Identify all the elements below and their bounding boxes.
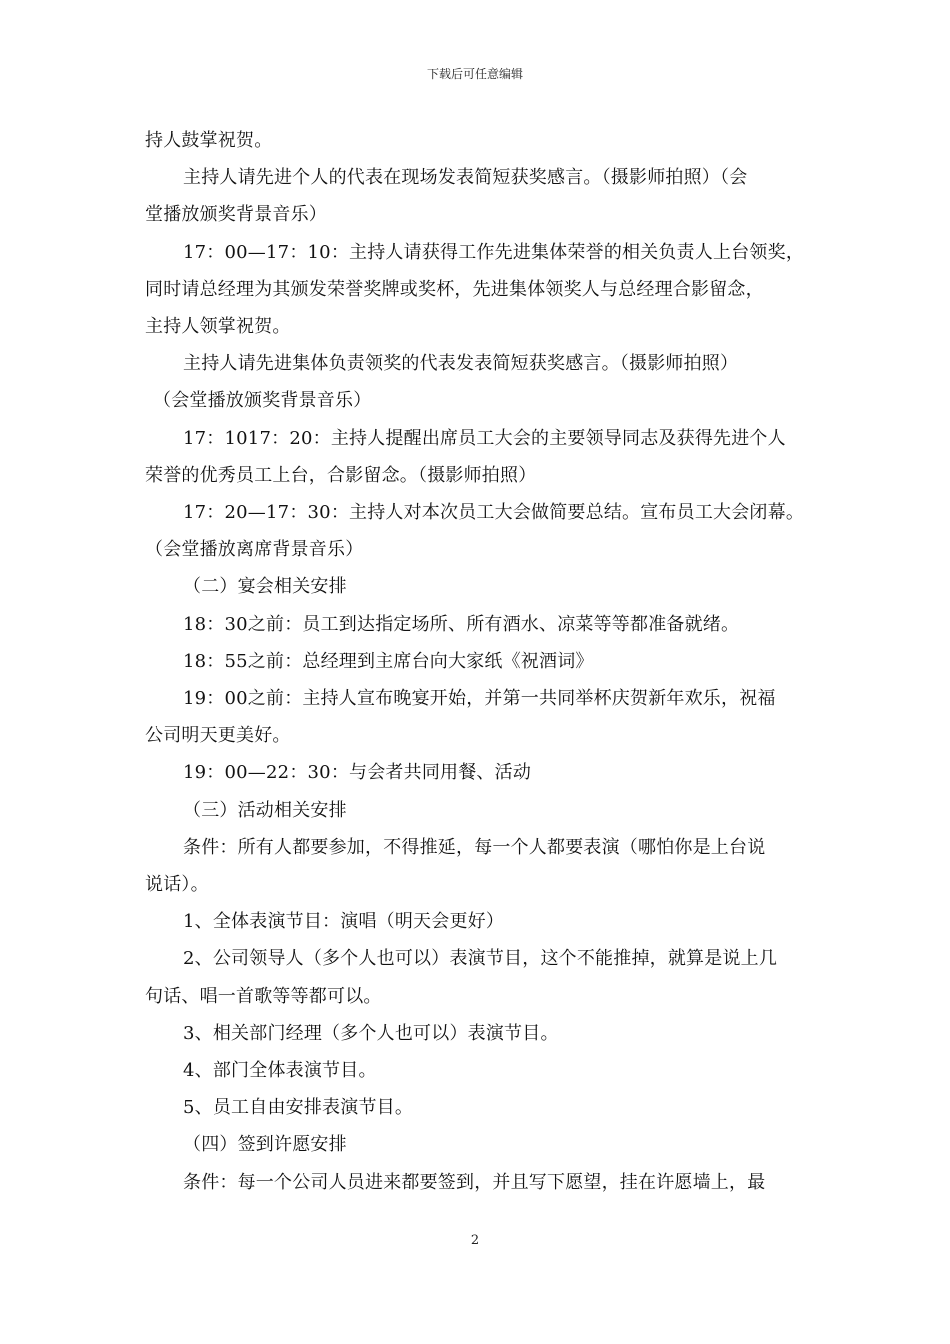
paragraph-line: 主持人请先进集体负责领奖的代表发表简短获奖感言。（摄影师拍照） xyxy=(183,353,739,375)
page-number: 2 xyxy=(470,1233,480,1248)
list-item: 2、公司领导人（多个人也可以）表演节目，这个不能推掉，就算是说上几 xyxy=(183,948,778,970)
paragraph-line: 堂播放颁奖背景音乐） xyxy=(145,204,327,226)
paragraph-line: （会堂播放离席背景音乐） xyxy=(145,539,364,561)
paragraph-line: 17：00—17：10：主持人请获得工作先进集体荣誉的相关负责人上台领奖， xyxy=(183,241,805,263)
section-heading: （三）活动相关安排 xyxy=(183,799,347,821)
list-item: 5、员工自由安排表演节目。 xyxy=(183,1097,414,1119)
paragraph-line: 17：20—17：30：主持人对本次员工大会做简要总结。宣布员工大会闭幕。 xyxy=(183,502,805,524)
paragraph-line: 19：00—22：30：与会者共同用餐、活动 xyxy=(183,762,532,784)
paragraph-line: 主持人领掌祝贺。 xyxy=(145,316,291,338)
paragraph-line: （会堂播放颁奖背景音乐） xyxy=(153,390,372,412)
list-item: 3、相关部门经理（多个人也可以）表演节目。 xyxy=(183,1022,559,1044)
paragraph-line: 18：55之前：总经理到主席台向大家纸《祝酒词》 xyxy=(183,650,594,672)
paragraph-line: 同时请总经理为其颁发荣誉奖牌或奖杯，先进集体领奖人与总经理合影留念， xyxy=(145,278,764,300)
paragraph-line: 条件：每一个公司人员进来都要签到，并且写下愿望，挂在许愿墙上，最 xyxy=(183,1171,766,1193)
list-item: 1、全体表演节目：演唱（明天会更好） xyxy=(183,911,505,933)
paragraph-line: 说话）。 xyxy=(145,874,209,896)
paragraph-line: 19：00之前：主持人宣布晚宴开始，并第一共同举杯庆贺新年欢乐，祝福 xyxy=(183,688,776,710)
section-heading: （二）宴会相关安排 xyxy=(183,576,347,598)
paragraph-line: 主持人请先进个人的代表在现场发表简短获奖感言。（摄影师拍照）（会 xyxy=(183,167,748,189)
paragraph-line: 公司明天更美好。 xyxy=(145,725,291,747)
document-body xyxy=(145,122,810,1201)
page-header: 下载后可任意编辑 xyxy=(426,67,523,81)
section-heading: （四）签到许愿安排 xyxy=(183,1134,347,1156)
paragraph-line: 18：30之前：员工到达指定场所、所有酒水、凉菜等等都准备就绪。 xyxy=(183,613,740,635)
list-item: 4、部门全体表演节目。 xyxy=(183,1060,377,1082)
paragraph-line: 句话、唱一首歌等等都可以。 xyxy=(145,985,382,1007)
paragraph-line: 17：1017：20：主持人提醒出席员工大会的主要领导同志及获得先进个人 xyxy=(183,427,786,449)
paragraph-line: 持人鼓掌祝贺。 xyxy=(145,130,273,151)
paragraph-line: 荣誉的优秀员工上台，合影留念。（摄影师拍照） xyxy=(145,464,537,486)
paragraph-line: 条件：所有人都要参加，不得推延，每一个人都要表演（哪怕你是上台说 xyxy=(183,836,766,858)
